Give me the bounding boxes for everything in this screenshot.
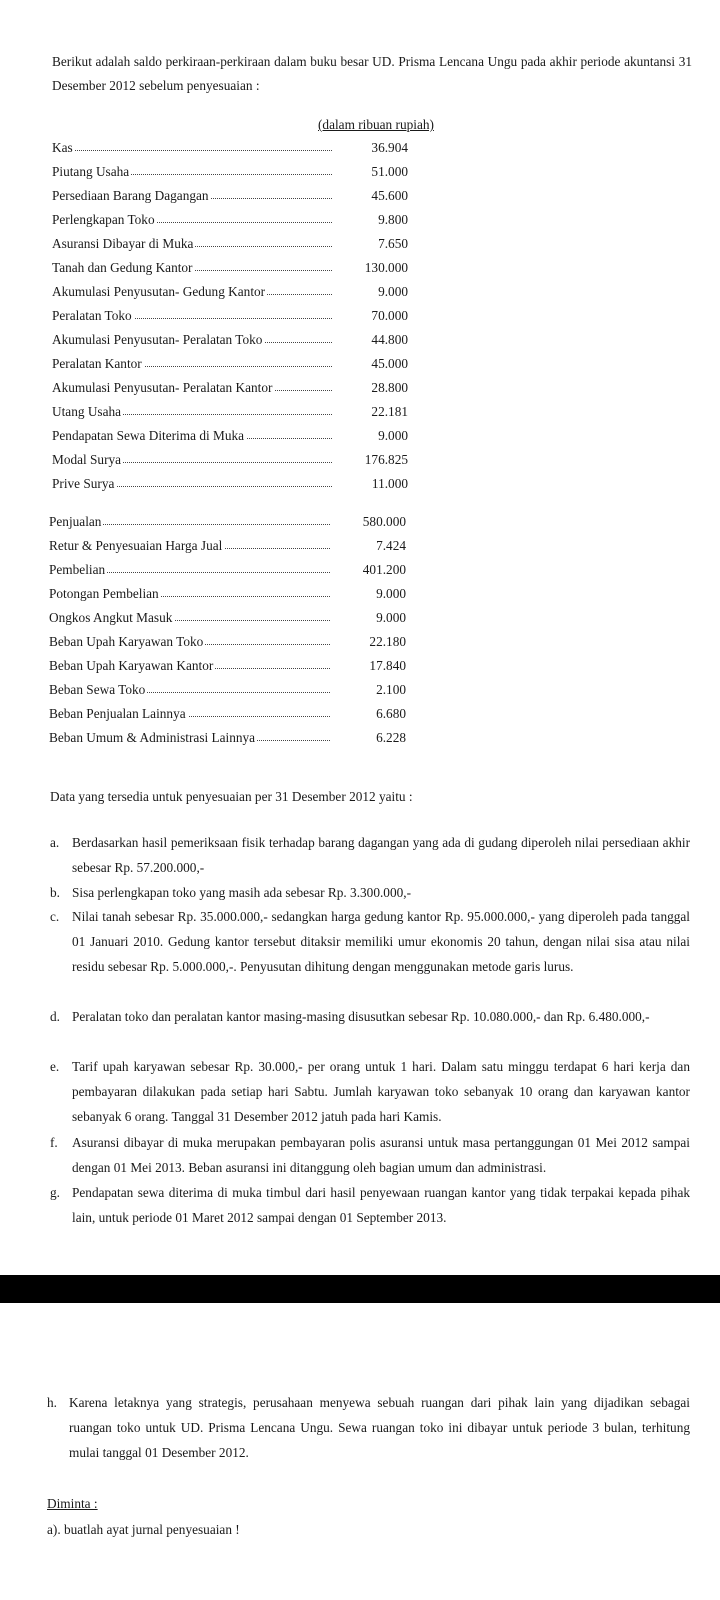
item-letter: g.	[50, 1185, 60, 1200]
adjustment-item	[50, 830, 690, 880]
account-value: 7.424	[376, 538, 406, 553]
account-name: Asuransi Dibayar di Muka	[52, 232, 195, 256]
account-name: Akumulasi Penyusutan- Gedung Kantor	[52, 280, 267, 304]
account-name: Pendapatan Sewa Diterima di Muka	[52, 424, 246, 448]
account-row	[49, 582, 406, 606]
account-value: 401.200	[362, 562, 406, 577]
account-row	[49, 510, 406, 534]
adjustment-item	[47, 1390, 690, 1465]
item-letter: c.	[50, 909, 60, 924]
account-name: Akumulasi Penyusutan- Peralatan Toko	[52, 328, 264, 352]
account-name: Beban Upah Karyawan Kantor	[49, 654, 215, 678]
adjustment-item	[50, 1130, 690, 1180]
item-text: Peralatan toko dan peralatan kantor masing-masing disusutkan sebesar Rp. 10.080.000,- dan Rp. 6.480.000,-	[72, 1009, 650, 1024]
requirement-item: a). buatlah ayat jurnal penyesuaian !	[47, 1522, 240, 1537]
leader-dots	[52, 150, 332, 151]
account-value: 6.228	[376, 730, 406, 745]
account-row	[52, 328, 408, 352]
account-row	[52, 424, 408, 448]
account-value: 580.000	[362, 514, 406, 529]
account-row	[49, 702, 406, 726]
account-name: Potongan Pembelian	[49, 582, 161, 606]
account-value: 44.800	[371, 332, 408, 347]
account-name: Peralatan Toko	[52, 304, 134, 328]
account-name: Akumulasi Penyusutan- Peralatan Kantor	[52, 376, 274, 400]
account-row	[52, 304, 408, 328]
account-name: Tanah dan Gedung Kantor	[52, 256, 195, 280]
account-row	[49, 654, 406, 678]
account-value: 9.800	[378, 212, 408, 227]
account-row	[49, 534, 406, 558]
account-value: 17.840	[369, 658, 406, 673]
adjustment-item	[50, 1004, 690, 1029]
account-name: Ongkos Angkut Masuk	[49, 606, 174, 630]
account-value: 22.180	[369, 634, 406, 649]
account-row	[52, 400, 408, 424]
adjustment-item	[50, 904, 690, 979]
account-name: Persediaan Barang Dagangan	[52, 184, 211, 208]
account-value: 9.000	[376, 586, 406, 601]
account-value: 11.000	[371, 476, 408, 491]
account-value: 6.680	[376, 706, 406, 721]
item-text: Pendapatan sewa diterima di muka timbul dari hasil penyewaan ruangan kantor yang tidak terpakai kepada pihak lain, untuk periode 01 Maret 2012 sampai dengan 01 September 2013.	[72, 1185, 690, 1225]
account-value: 7.650	[378, 236, 408, 251]
account-row	[52, 256, 408, 280]
adjustment-item	[50, 1054, 690, 1129]
account-row	[49, 630, 406, 654]
account-value: 2.100	[376, 682, 406, 697]
account-row	[52, 352, 408, 376]
account-value: 176.825	[364, 452, 408, 467]
account-name: Beban Sewa Toko	[49, 678, 147, 702]
unit-label: (dalam ribuan rupiah)	[318, 117, 434, 132]
account-row	[49, 678, 406, 702]
account-value: 51.000	[371, 164, 408, 179]
item-letter: f.	[50, 1135, 58, 1150]
account-row	[52, 472, 408, 496]
item-text: Asuransi dibayar di muka merupakan pembayaran polis asuransi untuk masa pertanggungan 01 Mei 2012 sampai dengan 01 Mei 2013. Beban asuransi ini ditanggung oleh bagian umum dan administrasi.	[72, 1135, 690, 1175]
account-value: 45.000	[371, 356, 408, 371]
account-row	[52, 160, 408, 184]
account-name: Kas	[52, 136, 75, 160]
intro-paragraph: Berikut adalah saldo perkiraan-perkiraan dalam buku besar UD. Prisma Lencana Ungu pada akhir periode akuntansi 31 Desember 2012 sebelum penyesuaian :	[52, 54, 692, 93]
account-value: 45.600	[371, 188, 408, 203]
adjustment-item	[50, 880, 690, 905]
account-value: 36.904	[371, 140, 408, 155]
account-name: Retur & Penyesuaian Harga Jual	[49, 534, 224, 558]
item-letter: e.	[50, 1059, 60, 1074]
account-row	[52, 280, 408, 304]
account-row	[52, 232, 408, 256]
account-row	[52, 184, 408, 208]
account-value: 22.181	[371, 404, 408, 419]
account-row	[49, 726, 406, 750]
account-name: Piutang Usaha	[52, 160, 131, 184]
account-row	[52, 136, 408, 160]
account-row	[52, 448, 408, 472]
item-letter: b.	[50, 885, 60, 900]
account-row	[49, 558, 406, 582]
item-text: Berdasarkan hasil pemeriksaan fisik terhadap barang dagangan yang ada di gudang diperoleh nilai persediaan akhir sebesar Rp. 57.200.000,-	[72, 835, 690, 875]
requirements-heading: Diminta :	[47, 1496, 98, 1511]
account-name: Beban Upah Karyawan Toko	[49, 630, 205, 654]
account-name: Modal Surya	[52, 448, 123, 472]
item-text: Sisa perlengkapan toko yang masih ada sebesar Rp. 3.300.000,-	[72, 885, 411, 900]
item-text: Karena letaknya yang strategis, perusahaan menyewa sebuah ruangan dari pihak lain yang dijadikan sebagai ruangan toko untuk UD. Prisma Lencana Ungu. Sewa ruangan toko ini dibayar untuk periode 3 bulan, terhitung mulai tanggal 01 Desember 2012.	[69, 1395, 690, 1460]
item-letter: d.	[50, 1009, 60, 1024]
item-text: Tarif upah karyawan sebesar Rp. 30.000,- per orang untuk 1 hari. Dalam satu minggu terdapat 6 hari kerja dan pembayaran dilakukan pada setiap hari Sabtu. Jumlah karyawan toko sebanyak 10 orang dan karyawan kantor sebanyak 6 orang. Tanggal 31 Desember 2012 jatuh pada hari Kamis.	[72, 1059, 690, 1124]
account-row	[52, 376, 408, 400]
account-name: Beban Penjualan Lainnya	[49, 702, 188, 726]
black-divider-bar	[0, 1275, 720, 1303]
account-value: 9.000	[378, 428, 408, 443]
adjustment-item	[50, 1180, 690, 1230]
account-name: Prive Surya	[52, 472, 116, 496]
adjustment-data-intro: Data yang tersedia untuk penyesuaian per 31 Desember 2012 yaitu :	[50, 789, 413, 804]
account-row	[52, 208, 408, 232]
account-row	[49, 606, 406, 630]
account-value: 130.000	[364, 260, 408, 275]
item-text: Nilai tanah sebesar Rp. 35.000.000,- sedangkan harga gedung kantor Rp. 95.000.000,- yang diperoleh pada tanggal 01 Januari 2010. Gedung kantor tersebut ditaksir memiliki umur ekonomis 20 tahun, dengan nilai sisa atau nilai residu sebesar Rp. 5.000.000,-. Penyusutan dihitung dengan menggunakan metode garis lurus.	[72, 909, 690, 974]
account-value: 70.000	[371, 308, 408, 323]
account-value: 9.000	[378, 284, 408, 299]
account-name: Pembelian	[49, 558, 107, 582]
item-letter: h.	[47, 1395, 57, 1410]
account-value: 28.800	[371, 380, 408, 395]
account-name: Beban Umum & Administrasi Lainnya	[49, 726, 257, 750]
item-letter: a.	[50, 835, 60, 850]
account-name: Perlengkapan Toko	[52, 208, 157, 232]
account-name: Utang Usaha	[52, 400, 123, 424]
account-value: 9.000	[376, 610, 406, 625]
account-name: Penjualan	[49, 510, 103, 534]
account-name: Peralatan Kantor	[52, 352, 144, 376]
